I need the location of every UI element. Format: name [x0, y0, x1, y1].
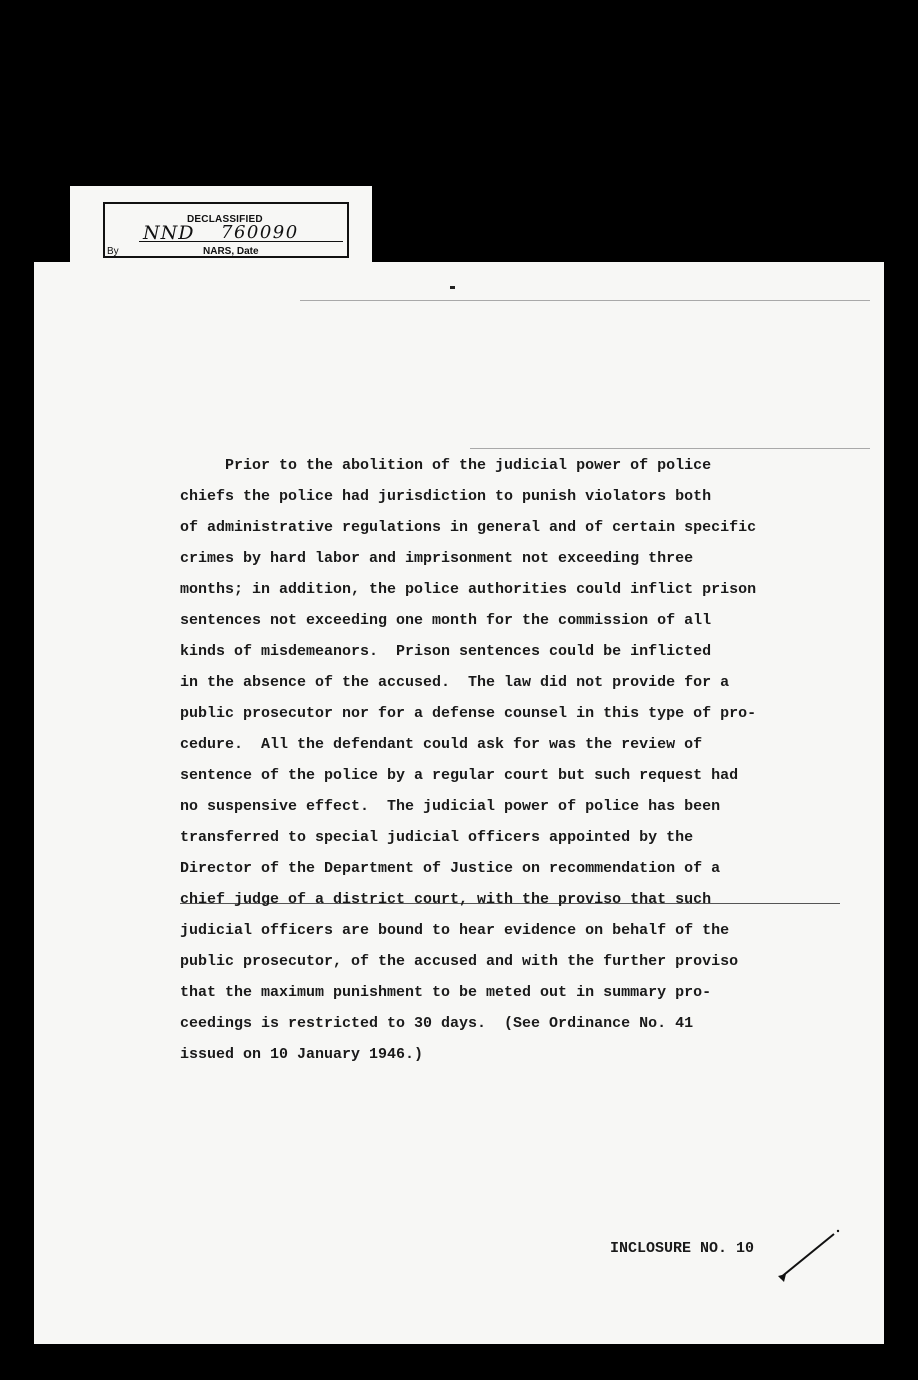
body-line: issued on 10 January 1946.) [180, 1046, 424, 1063]
stamp-by-line [121, 257, 201, 258]
body-line: no suspensive effect. The judicial power of police has been [180, 798, 721, 815]
body-line: months; in addition, the police authorities could inflict prison [180, 581, 757, 598]
body-line: transferred to special judicial officers appointed by the [180, 829, 694, 846]
fold-line-middle [470, 448, 870, 449]
body-line: judicial officers are bound to hear evidence on behalf of the [180, 922, 730, 939]
body-line: crimes by hard labor and imprisonment not exceeding three [180, 550, 694, 567]
enclosure-label: INCLOSURE NO. 10 [610, 1240, 755, 1257]
body-line: sentences not exceeding one month for the commission of all [180, 612, 712, 629]
body-line: kinds of misdemeanors. Prison sentences could be inflicted [180, 643, 712, 660]
stamp-nars-label: NARS, Date [203, 246, 259, 257]
body-line: Director of the Department of Justice on recommendation of a [180, 860, 721, 877]
body-line: of administrative regulations in general and of certain specific [180, 519, 757, 536]
body-line: chiefs the police had jurisdiction to punish violators both [180, 488, 712, 505]
speck [450, 286, 455, 289]
body-line: cedure. All the defendant could ask for was the review of [180, 736, 703, 753]
stamp-number: 760090 [221, 222, 299, 243]
document-body [180, 450, 780, 1070]
pen-mark [776, 1228, 840, 1284]
stamp-date-line [259, 257, 339, 258]
stamp-title: DECLASSIFIED [187, 214, 263, 225]
body-line: chief judge of a district court, with the proviso that such [180, 891, 712, 908]
pen-stroke [780, 1234, 834, 1278]
stamp-by-label: By [107, 246, 119, 257]
pen-blot [778, 1274, 786, 1282]
declassification-stamp [103, 202, 349, 258]
body-line: in the absence of the accused. The law did not provide for a [180, 674, 730, 691]
body-line: sentence of the police by a regular court but such request had [180, 767, 739, 784]
stamp-underline [139, 241, 343, 242]
pen-dot [837, 1230, 839, 1232]
body-line: that the maximum punishment to be meted out in summary pro- [180, 984, 712, 1001]
body-line: Prior to the abolition of the judicial power of police [180, 457, 712, 474]
body-line: public prosecutor, of the accused and with the further proviso [180, 953, 739, 970]
body-line: public prosecutor nor for a defense counsel in this type of pro- [180, 705, 757, 722]
fold-line-top [300, 300, 870, 301]
body-line: ceedings is restricted to 30 days. (See Ordinance No. 41 [180, 1015, 694, 1032]
stamp-authority: NND [143, 222, 195, 244]
